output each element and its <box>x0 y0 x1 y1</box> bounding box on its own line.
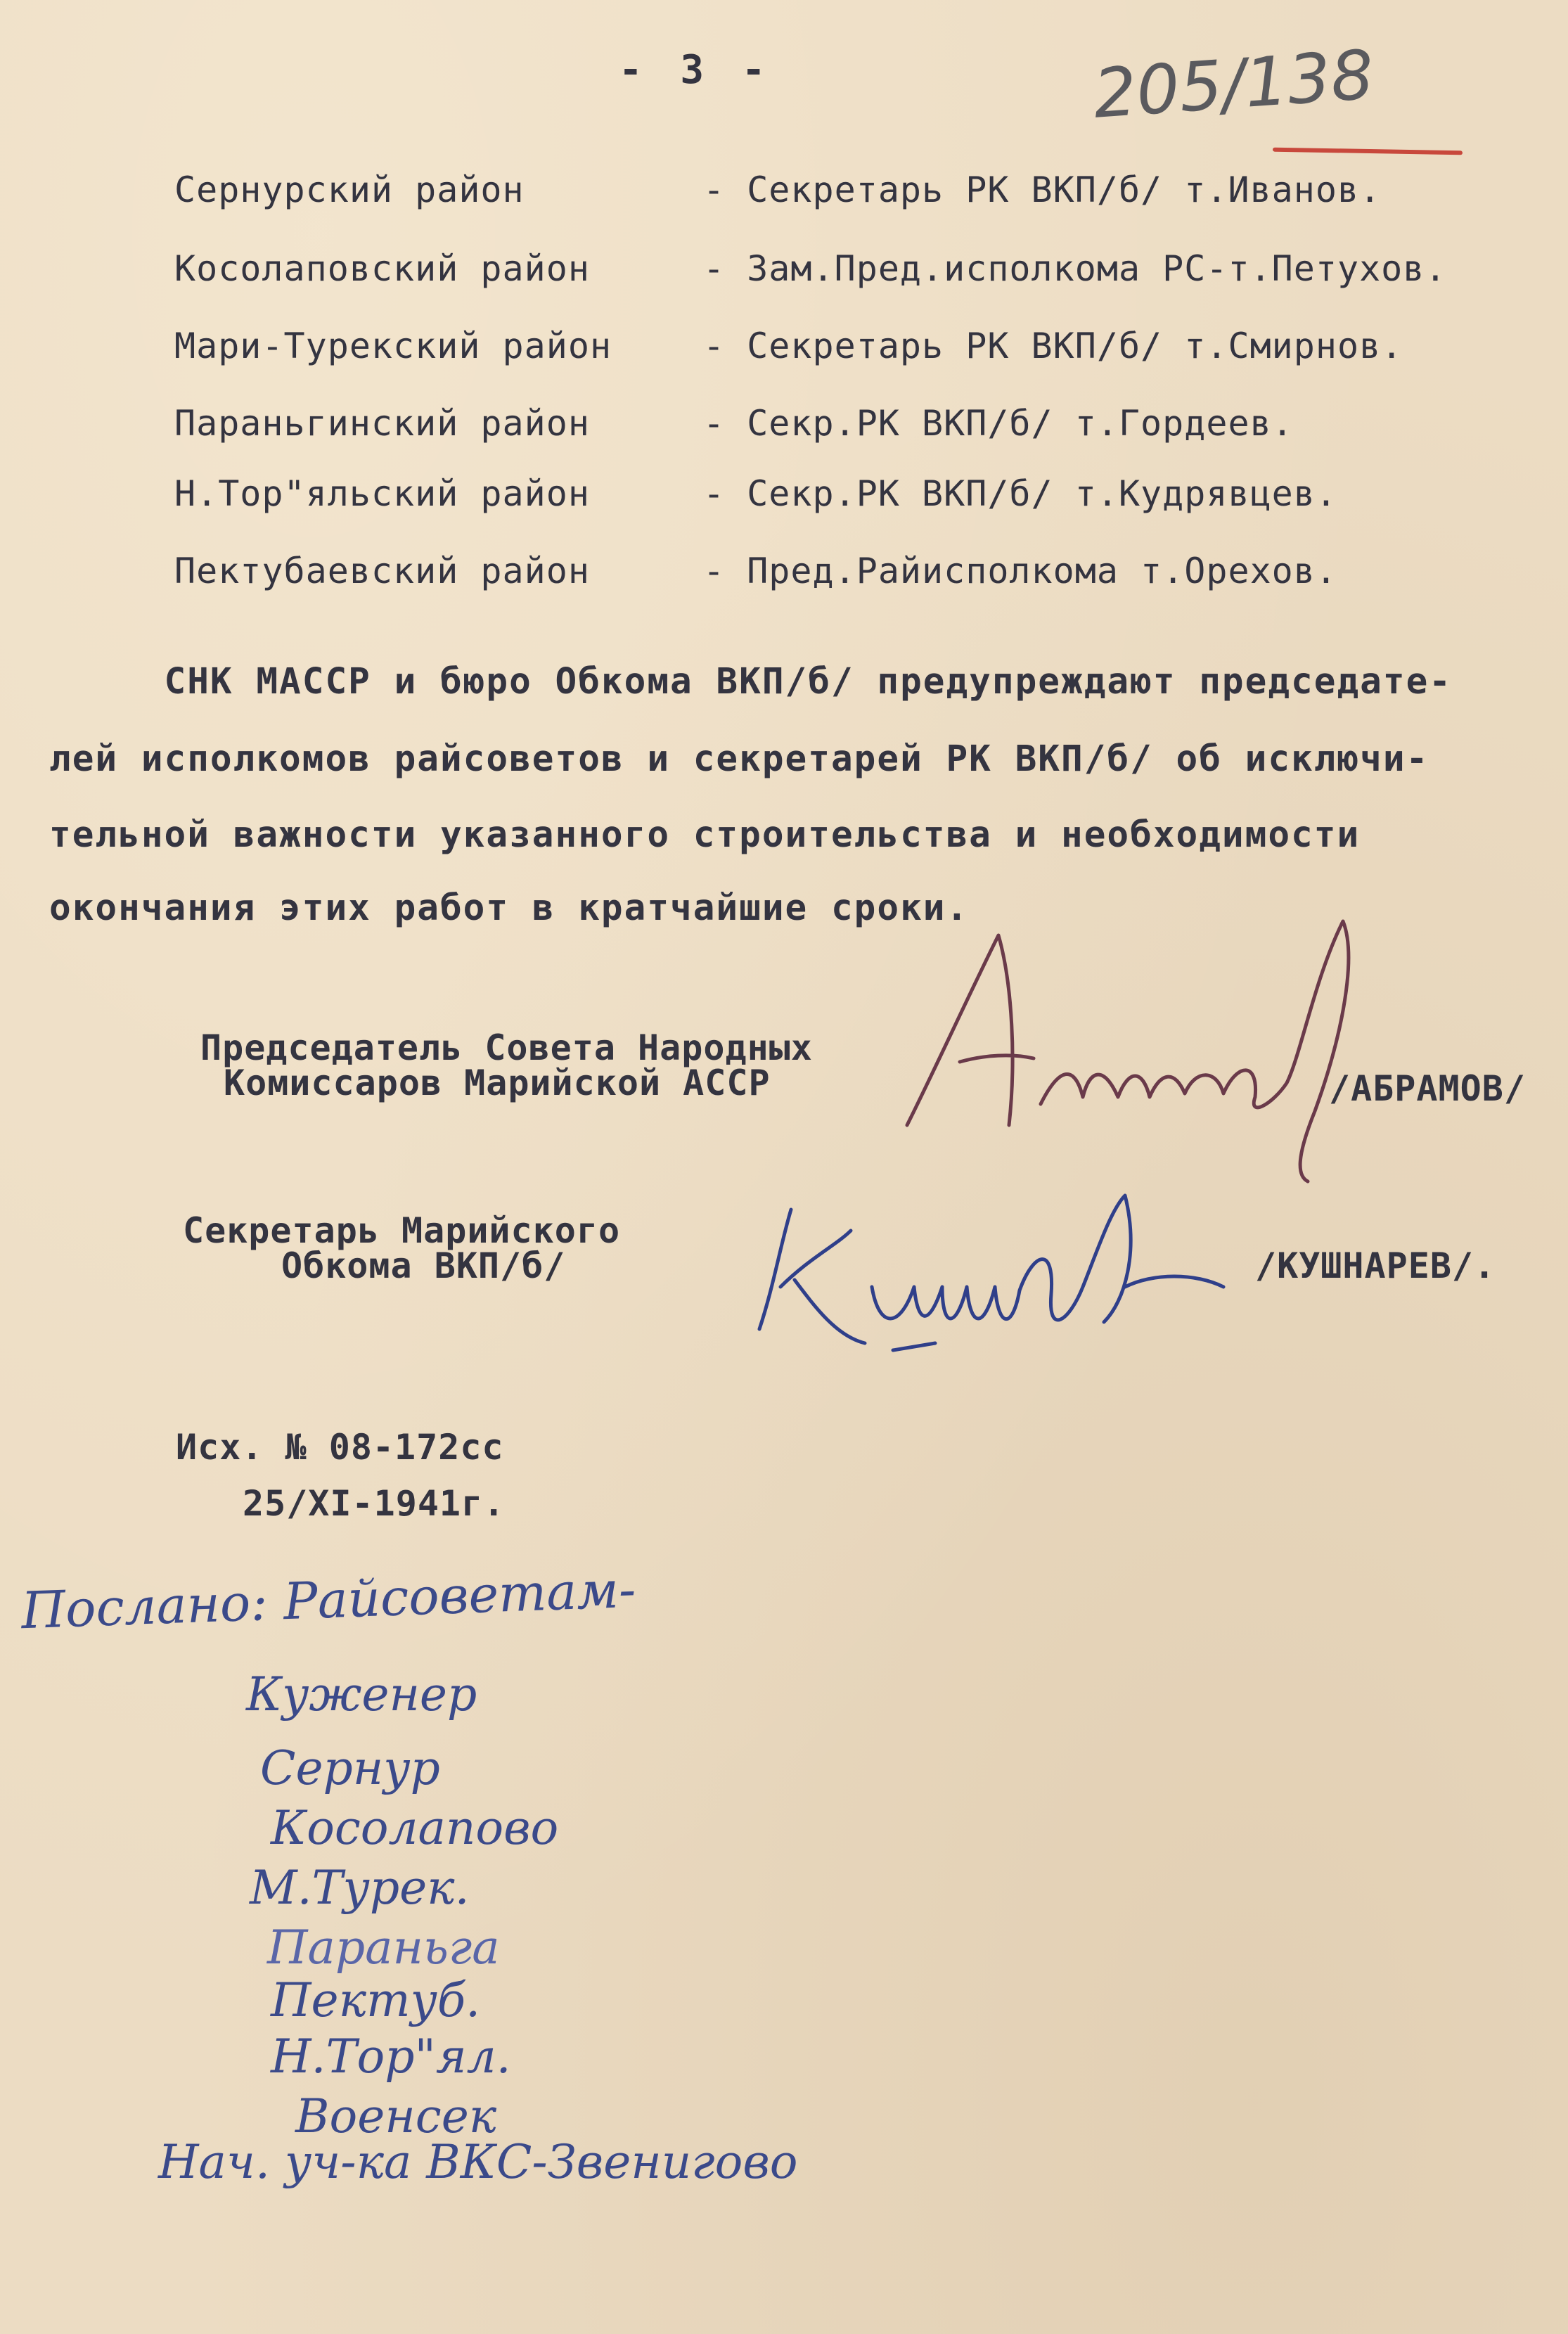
distribution-item: Косолапово <box>271 1801 559 1855</box>
district-name: Н.Тор"яльский район <box>174 473 590 514</box>
district-responsible: - Секретарь РК ВКП/б/ т.Иванов. <box>703 169 1382 210</box>
district-responsible: - Секретарь РК ВКП/б/ т.Смирнов. <box>703 326 1403 366</box>
district-name: Сернурский район <box>174 169 525 210</box>
district-responsible: - Зам.Пред.исполкома РС-т.Петухов. <box>703 248 1447 289</box>
chair-name: /АБРАМОВ/ <box>1329 1068 1526 1109</box>
secretary-signature <box>731 1167 1238 1392</box>
distribution-item: Нач. уч-ка ВКС-Звенигово <box>158 2135 798 2189</box>
district-responsible: - Пред.Райисполкома т.Орехов. <box>703 551 1337 591</box>
outgoing-number: Исх. № 08-172сс <box>176 1427 504 1468</box>
distribution-item: М.Турек. <box>250 1861 470 1915</box>
archive-number: 205/138 <box>1091 35 1377 134</box>
district-name: Косолаповский район <box>174 248 590 289</box>
paragraph-line: лей исполкомов райсоветов и секретарей РК ВКП/б/ об исключи- <box>49 738 1429 780</box>
distribution-item: Н.Тор"ял. <box>271 2030 511 2084</box>
paragraph-line: СНК МАССР и бюро Обкома ВКП/б/ предупреждают председате- <box>49 661 1452 703</box>
district-name: Пектубаевский район <box>174 551 590 591</box>
district-name: Мари-Турекский район <box>174 326 612 366</box>
distribution-item: Военсек <box>295 2089 497 2143</box>
distribution-item: Куженер <box>246 1667 477 1721</box>
district-responsible: - Секр.РК ВКП/б/ т.Гордеев. <box>703 403 1294 444</box>
distribution-header: Послано: Райсоветам- <box>20 1559 637 1641</box>
district-name: Параньгинский район <box>174 403 590 444</box>
district-responsible: - Секр.РК ВКП/б/ т.Кудрявцев. <box>703 473 1337 514</box>
chair-title-line2: Комиссаров Марийской АССР <box>224 1063 771 1103</box>
secretary-title-line2: Обкома ВКП/б/ <box>281 1245 566 1286</box>
paragraph-line: тельной важности указанного строительства и необходимости <box>49 814 1361 856</box>
chair-title-line1: Председатель Совета Народных <box>200 1027 813 1068</box>
outgoing-date: 25/XI-1941г. <box>243 1483 506 1524</box>
secretary-name: /КУШНАРЕВ/. <box>1255 1245 1496 1286</box>
distribution-item: Параньга <box>267 1921 500 1975</box>
distribution-item: Пектуб. <box>271 1973 481 2027</box>
distribution-item: Сернур <box>260 1741 440 1795</box>
archive-number-underline <box>1273 148 1463 155</box>
secretary-title-line1: Секретарь Марийского <box>183 1210 621 1251</box>
paragraph-line: окончания этих работ в кратчайшие сроки. <box>49 887 970 929</box>
page-number: - 3 - <box>619 47 773 93</box>
chair-signature <box>893 893 1385 1188</box>
